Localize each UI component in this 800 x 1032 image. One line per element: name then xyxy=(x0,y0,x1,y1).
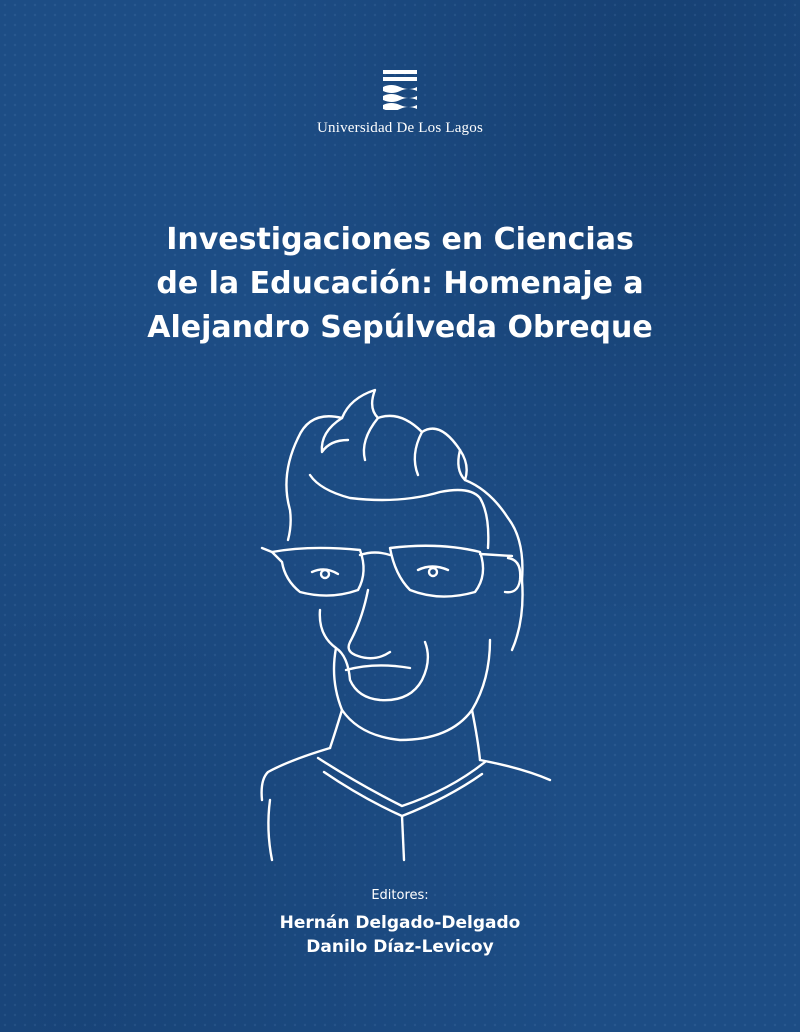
waves-logo-icon xyxy=(383,70,417,110)
editor-name-1: Hernán Delgado-Delgado xyxy=(279,913,521,933)
title-line-1: Investigaciones en Ciencias xyxy=(166,222,634,257)
editor-name-2: Danilo Díaz-Levicoy xyxy=(306,937,494,957)
title-line-3: Alejandro Sepúlveda Obreque xyxy=(147,310,653,345)
editors-block xyxy=(0,888,800,959)
university-logo xyxy=(0,70,800,137)
line-art-portrait xyxy=(250,380,570,870)
title-line-2: de la Educación: Homenaje a xyxy=(156,266,644,301)
book-title xyxy=(60,218,740,350)
university-name: Universidad De Los Lagos xyxy=(316,120,483,136)
editors-label: Editores: xyxy=(371,888,429,903)
